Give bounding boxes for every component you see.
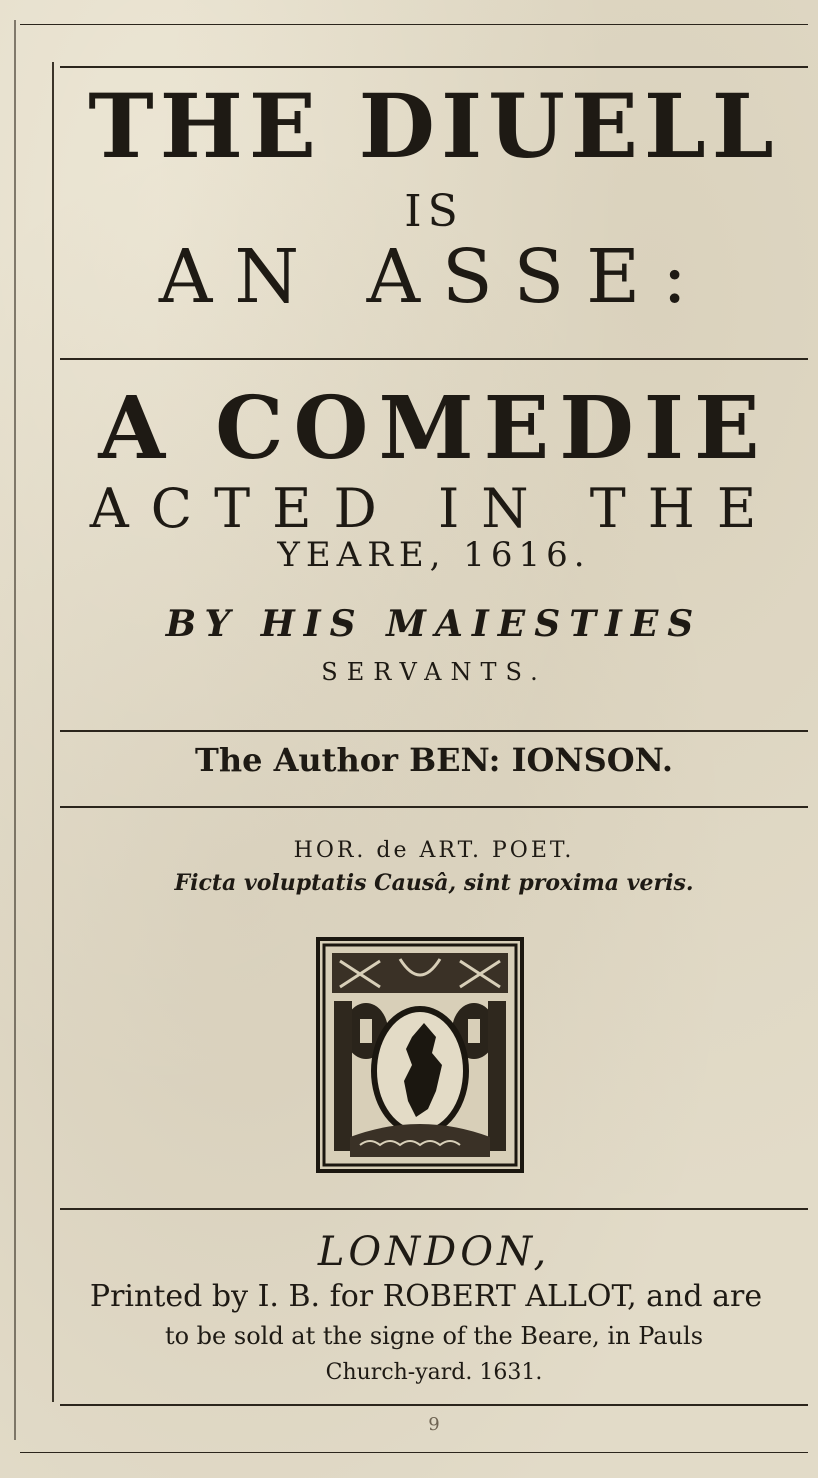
left-border-rule [52,62,54,1402]
outer-left-rule [14,20,16,1440]
rule-before-author [60,730,808,732]
rule-after-title [60,358,808,360]
subtitle-line-3: YEARE, 1616. [277,535,591,575]
printers-device-icon [316,937,524,1173]
imprint-line-1: Printed by I. B. for ROBERT ALLOT, and are [89,1279,763,1314]
imprint-city: LONDON, [317,1229,551,1275]
title-line-3: AN ASSE: [158,234,710,320]
subtitle-line-5: SERVANTS. [321,658,547,686]
top-rule-inner [60,66,808,68]
author-line: The Author BEN: IONSON. [195,741,673,779]
imprint-line-2: to be sold at the signe of the Beare, in Pauls [164,1322,704,1350]
imprint-line-3: Church-yard. 1631. [325,1360,543,1385]
motto-source: HOR. de ART. POET. [293,838,575,863]
top-rule [20,24,808,25]
bottom-rule-outer [20,1452,808,1453]
rule-before-imprint [60,1208,808,1210]
subtitle-line-1: A COMEDIE [98,378,770,479]
rule-after-author [60,806,808,808]
subtitle-line-4: BY HIS MAIESTIES [165,603,703,645]
title-line-1: THE DIUELL [88,74,780,178]
subtitle-line-2: ACTED IN THE [89,477,779,540]
bottom-rule [60,1404,808,1406]
title-line-2: IS [404,186,464,237]
signature-mark: 9 [428,1414,440,1435]
motto-quote: Ficta voluptatis Causâ, sint proxima veris. [174,870,694,896]
